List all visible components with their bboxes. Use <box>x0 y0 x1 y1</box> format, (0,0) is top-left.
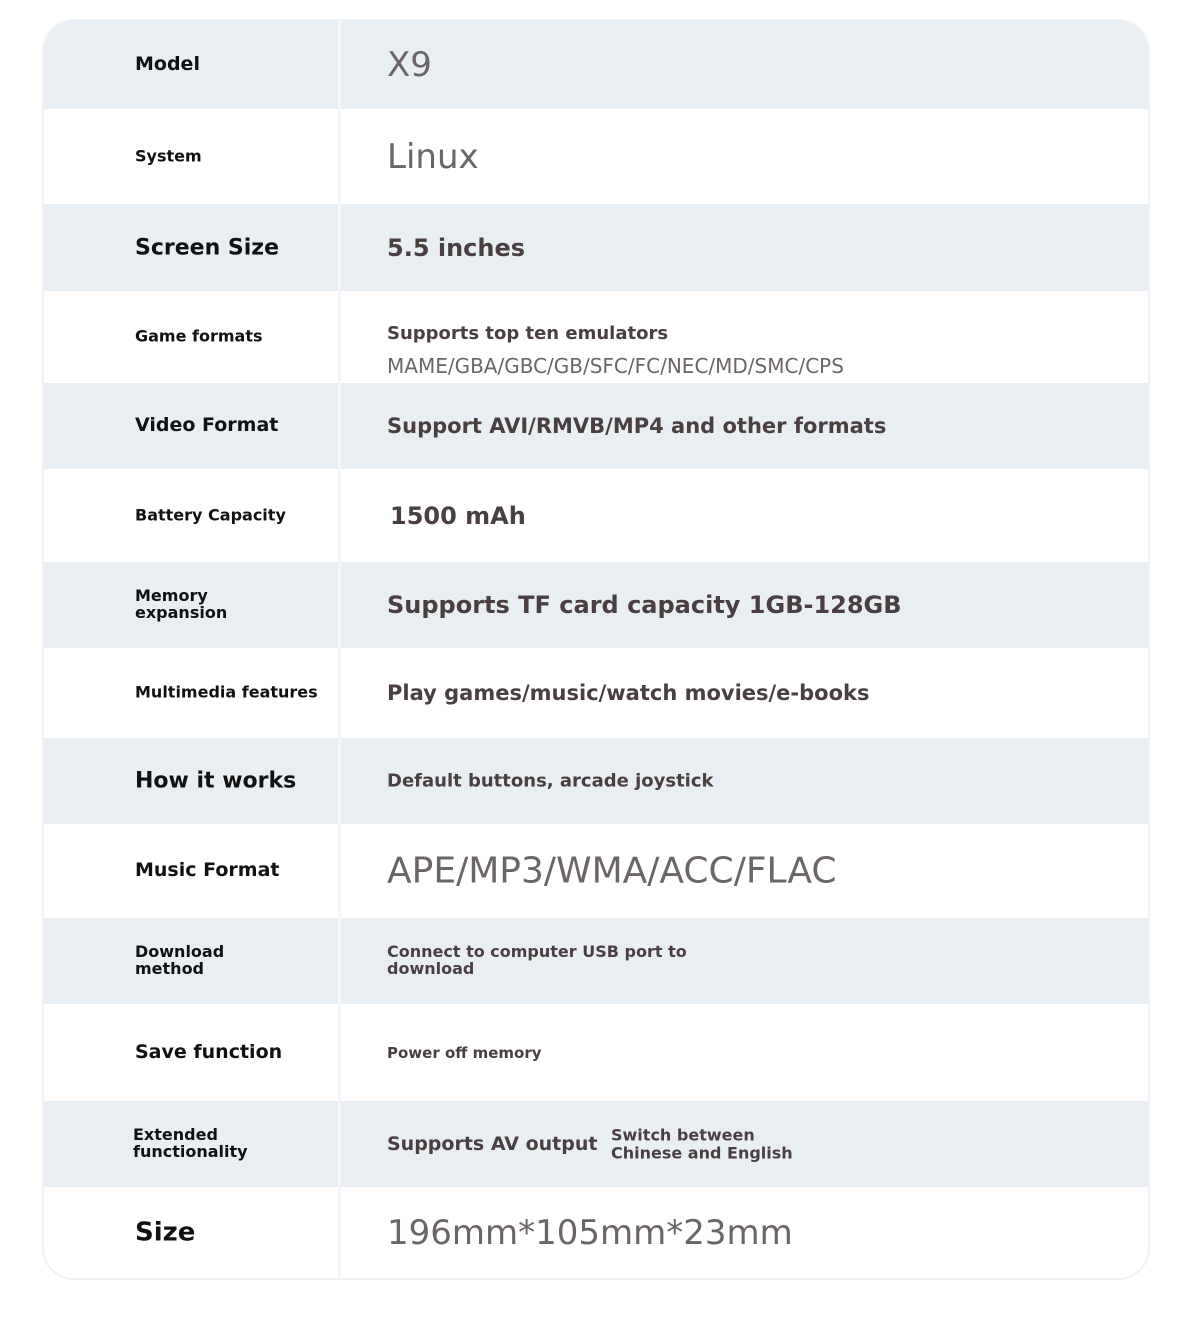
spec-row-memory-expansion <box>44 562 1148 648</box>
spec-value-av-output: Supports AV output <box>387 1133 598 1155</box>
spec-row-model <box>44 21 1148 109</box>
spec-label-size: Size <box>135 1216 196 1247</box>
spec-value-game-formats-intro: Supports top ten emulators <box>387 323 669 344</box>
spec-label-battery-capacity: Battery Capacity <box>135 505 286 525</box>
spec-label-save-function: Save function <box>135 1040 283 1063</box>
spec-row-size <box>44 1187 1148 1278</box>
spec-label-extended-functionality: Extended functionality <box>133 1125 248 1161</box>
spec-row-battery-capacity <box>44 469 1148 562</box>
spec-label-video-format: Video Format <box>135 414 279 437</box>
spec-row-screen-size <box>44 204 1148 291</box>
column-divider <box>338 21 341 1278</box>
spec-value-save-function: Power off memory <box>387 1043 542 1062</box>
spec-label-music-format: Music Format <box>135 859 280 882</box>
spec-value-download-method: Connect to computer USB port to download <box>387 942 687 978</box>
spec-value-system: Linux <box>387 136 479 177</box>
spec-label-model: Model <box>135 53 200 76</box>
spec-row-how-it-works <box>44 738 1148 824</box>
spec-row-system <box>44 109 1148 204</box>
spec-value-video-format: Support AVI/RMVB/MP4 and other formats <box>387 414 887 438</box>
spec-label-game-formats: Game formats <box>135 326 263 346</box>
spec-value-music-format: APE/MP3/WMA/ACC/FLAC <box>387 850 837 892</box>
spec-value-multimedia-features: Play games/music/watch movies/e-books <box>387 681 870 705</box>
spec-label-system: System <box>135 146 202 166</box>
spec-value-screen-size: 5.5 inches <box>387 233 526 262</box>
spec-row-extended-functionality <box>44 1101 1148 1187</box>
spec-value-language-switch: Switch between Chinese and English <box>611 1125 793 1162</box>
spec-value-game-formats-list: MAME/GBA/GBC/GB/SFC/FC/NEC/MD/SMC/CPS <box>387 354 844 378</box>
spec-value-memory-expansion: Supports TF card capacity 1GB-128GB <box>387 591 902 619</box>
spec-row-game-formats <box>44 291 1148 383</box>
spec-value-battery-capacity: 1500 mAh <box>390 501 526 530</box>
spec-label-screen-size: Screen Size <box>135 234 280 260</box>
spec-value-model: X9 <box>387 45 432 85</box>
spec-row-download-method <box>44 918 1148 1004</box>
spec-row-video-format <box>44 383 1148 469</box>
spec-label-how-it-works: How it works <box>135 768 297 794</box>
spec-row-multimedia-features <box>44 648 1148 738</box>
spec-row-music-format <box>44 824 1148 918</box>
spec-label-memory-expansion: Memory expansion <box>135 586 228 622</box>
spec-label-download-method: Download method <box>135 942 225 978</box>
spec-value-how-it-works: Default buttons, arcade joystick <box>387 770 714 792</box>
spec-value-size: 196mm*105mm*23mm <box>387 1212 793 1253</box>
spec-row-save-function <box>44 1004 1148 1101</box>
spec-label-multimedia-features: Multimedia features <box>135 682 318 702</box>
spec-table <box>44 21 1148 1278</box>
